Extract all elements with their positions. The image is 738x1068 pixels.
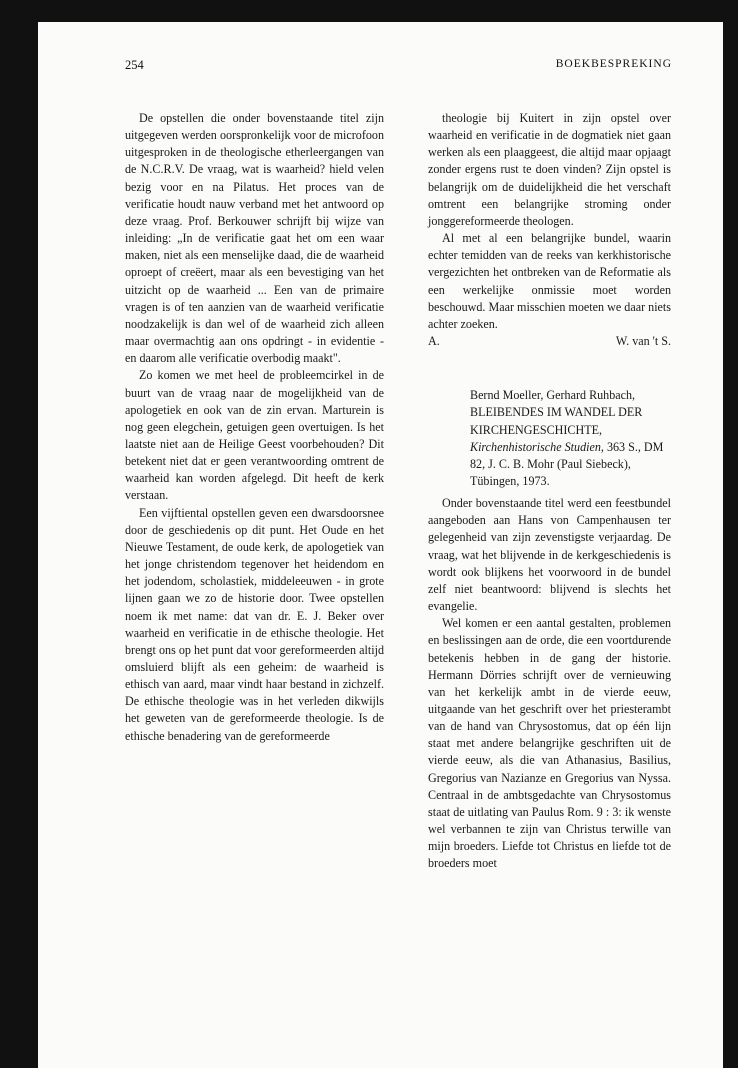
- signature-name: W. van 't S.: [615, 334, 671, 349]
- paragraph: Een vijftiental opstellen geven een dwarsdoorsnee door de geschiedenis op dit punt. Het Oude en het Nieuwe Testament, de oude kerk, de apologetiek van het jonge christendom tegenover het heidendom en het jodendom, scholastiek, middeleeuwen - in grote lijnen gaan we zo de historie door. Twee opstellen noem ik met name: dat van dr. E. J. Beker over waarheid en verificatie in de ethische theologie. Het brengt ons op het punt dat voor gereformeerden altijd omsluierd blijft als een geheim: de waarheid is ethisch van aard, maar vindt haar bestand in zichzelf. De ethische theologie was in het verleden dikwijls het geweten van de gereformeerde theologie. Is de ethische benadering van de gereformeerde: [125, 505, 384, 743]
- paragraph: De opstellen die onder bovenstaande titel zijn uitgegeven werden oorspronkelijk voor de microfoon uitgesproken in de theologische etherleergangen van de N.C.R.V. De vraag, wat is waarheid? hield velen bezig voor en na Pilatus. Het proces van de verificatie houdt nauw verband met het antwoord op deze vraag. Prof. Berkouwer schrijft bij wijze van inleiding: „In de verificatie gaat het om een waar maken, niet als een menselijke daad, die de waarheid oproept of creëert, maar als een bevestiging van het uitzicht op de waarheid ... Een van de primaire vragen is of ten aanzien van de waarheid verificatie noodzakelijk is dan wel of de waarheid zich alleen maar overmachtig aan ons opdringt - in evidentie - en daarom alle verificatie overbodig maakt".: [125, 111, 384, 366]
- paragraph: Al met al een belangrijke bundel, waarin echter temidden van de reeks van kerkhistorische vergezichten het ontbreken van de Reformatie als een werkelijke onmissie moet worden beschouwd. Maar misschien moeten we daar niets achter zoeken.: [428, 231, 671, 331]
- page-header: [125, 58, 672, 76]
- book-details: 363 S., DM 82, J. C. B. Mohr (Paul Siebeck), Tübingen, 1973.: [470, 439, 664, 488]
- book-series: Kirchenhistorische Studien,: [470, 439, 604, 454]
- paragraph: Wel komen er een aantal gestalten, problemen en beslissingen aan de orde, die een voortdurende betekenis hebben in de gang der historie. Hermann Dörries schrijft over de vernieuwing van het kerkelijk ambt in de vierde eeuw, uitgaande van het geschrift over het priesterambt van de hand van Chrysostomus, dat op één lijn staat met andere belangrijke geschriften uit de vierde eeuw, als die van Athanasius, Basilius, Gregorius van Nazianze en Gregorius van Nyssa. Centraal in de ambtsgedachte van Chrysostomus staat de uitlating van Paulus Rom. 9 : 3: ik wenste wel verbannen te zijn van Christus terwille van mijn broeders. Liefde tot Christus en liefde tot de broeders moet: [428, 616, 671, 871]
- paragraph: Onder bovenstaande titel werd een feestbundel aangeboden aan Hans von Campenhausen ter gelegenheid van zijn zevenstigste verjaardag. De vraag, wat het blijvende in de kerkgeschiedenis is wordt ook blijkens het voorwoord in de bundel zelf niet beantwoord: blijvend is slechts het evangelie.: [428, 496, 671, 614]
- book-reference: [470, 387, 671, 490]
- left-column: [125, 110, 384, 745]
- running-title: BOEKBESPREKING: [555, 58, 672, 70]
- signature-place: A.: [428, 334, 440, 349]
- paragraph: Zo komen we met heel de probleemcirkel in de buurt van de vraag naar de mogelijkheid van de apologetiek en ook van de zin ervan. Marturein is nog geen elegchein, getuigen geen overtuigen. Is het laatste niet aan de Heilige Geest voorbehouden? Dit betekent niet dat er geen verantwoording omtrent de waarheid kan worden afgelegd. Dit heeft de kerk verstaan.: [125, 368, 384, 503]
- right-column: [428, 110, 671, 873]
- review-signature: [428, 333, 671, 350]
- book-authors: Bernd Moeller, Gerhard Ruhbach,: [470, 388, 636, 403]
- book-title: BLEIBENDES IM WANDEL DER KIRCHENGESCHICHTE,: [470, 405, 643, 437]
- page-number: 254: [125, 58, 144, 72]
- paragraph: theologie bij Kuitert in zijn opstel over waarheid en verificatie in de dogmatiek niet gaan werken als een plaaggeest, die altijd maar opjaagt zonder ergens rust te doen vinden? Zijn opstel is belangrijk om de duidelijkheid die het verschaft omtrent een belangrijke stroming onder jonggereformeerde theologen.: [428, 111, 671, 228]
